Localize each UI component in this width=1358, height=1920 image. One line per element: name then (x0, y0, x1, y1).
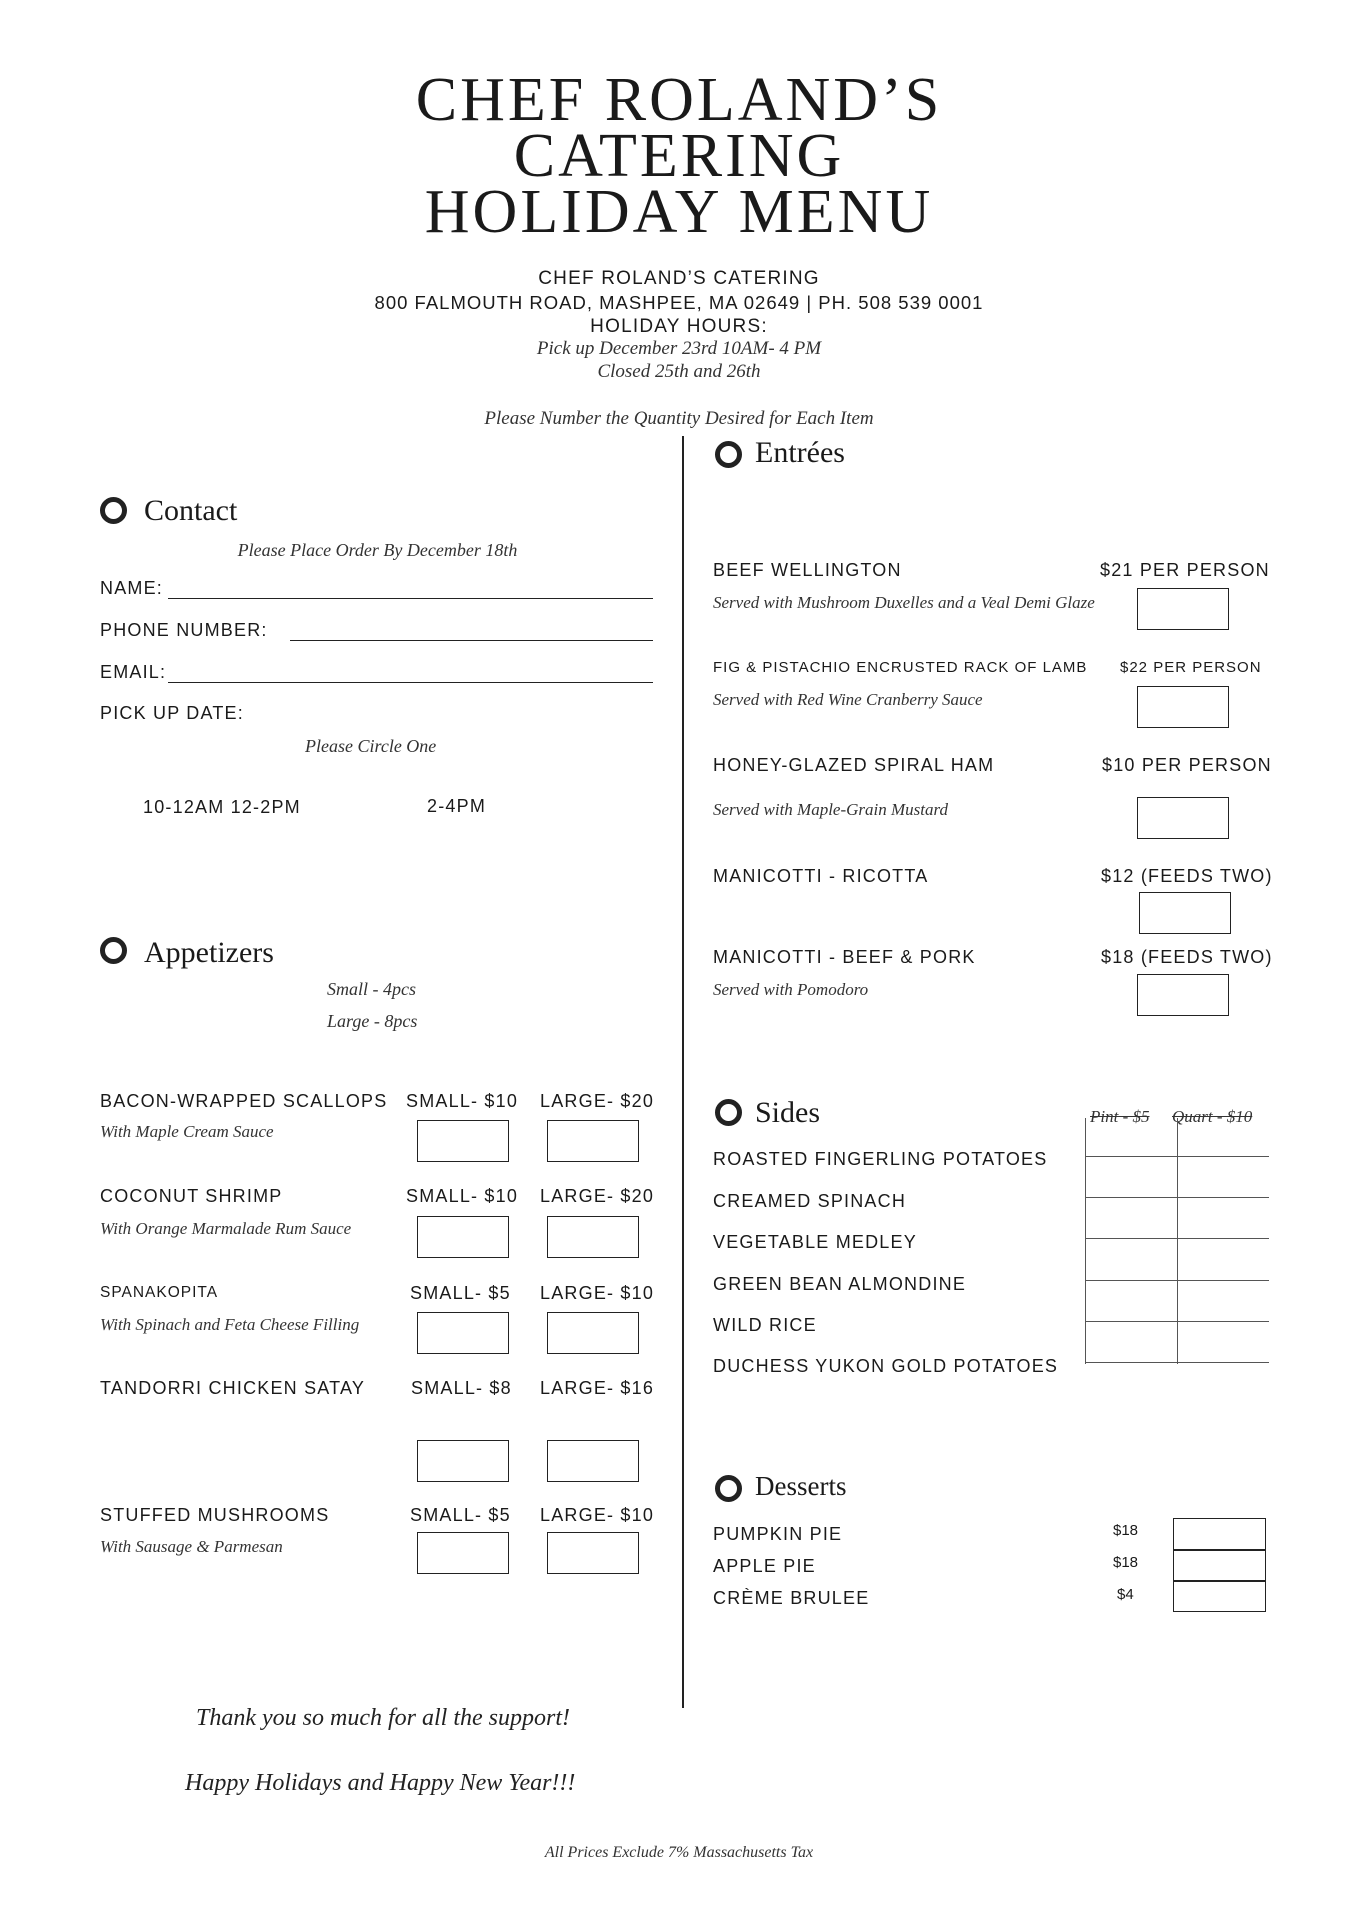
appetizer-description: With Spinach and Feta Cheese Filling (100, 1315, 360, 1334)
grid-line (1085, 1362, 1269, 1363)
contact-heading: Contact (144, 494, 238, 527)
appetizer-name: BACON-WRAPPED SCALLOPS (100, 1091, 388, 1111)
dessert-name: CRÈME BRULEE (713, 1588, 870, 1608)
appetizer-large-qty-box[interactable] (547, 1120, 639, 1162)
appetizer-small-price: SMALL- $5 (410, 1283, 511, 1303)
business-address: 800 FALMOUTH ROAD, MASHPEE, MA 02649 | PH. 508 539 0001 (374, 292, 984, 313)
page-title-line-3: HOLIDAY MENU (424, 178, 934, 246)
pickup-date-label: PICK UP DATE: (100, 703, 244, 723)
desserts-bullet-icon (715, 1475, 742, 1502)
entree-qty-box[interactable] (1137, 797, 1229, 839)
appetizer-small-price: SMALL- $10 (406, 1186, 519, 1206)
appetizer-small-price: SMALL- $10 (406, 1091, 519, 1111)
appetizer-description: With Sausage & Parmesan (100, 1537, 283, 1556)
grid-line (1085, 1280, 1269, 1281)
appetizer-large-price: LARGE- $20 (540, 1091, 655, 1111)
entree-price: $21 PER PERSON (1100, 560, 1270, 580)
business-name: CHEF ROLAND’S CATERING (538, 268, 820, 289)
appetizer-description: With Maple Cream Sauce (100, 1122, 274, 1141)
entree-qty-box[interactable] (1137, 686, 1229, 728)
appetizer-small-price: SMALL- $5 (410, 1505, 511, 1525)
phone-label: PHONE NUMBER: (100, 620, 268, 640)
pickup-slot-afternoon[interactable]: 2-4PM (427, 796, 487, 816)
desserts-heading: Desserts (755, 1471, 847, 1501)
entree-name: HONEY-GLAZED SPIRAL HAM (713, 755, 995, 775)
appetizer-description: With Orange Marmalade Rum Sauce (100, 1219, 352, 1238)
grid-line (1085, 1156, 1269, 1157)
appetizer-large-price: LARGE- $10 (540, 1283, 655, 1303)
entree-qty-box[interactable] (1137, 974, 1229, 1016)
quantity-instruction: Please Number the Quantity Desired for Each Item (484, 408, 874, 429)
dessert-price: $18 (1113, 1554, 1139, 1571)
appetizer-large-qty-box[interactable] (547, 1216, 639, 1258)
entree-description: Served with Red Wine Cranberry Sauce (713, 690, 983, 709)
entree-price: $12 (FEEDS TWO) (1101, 866, 1273, 886)
entree-name: BEEF WELLINGTON (713, 560, 902, 580)
appetizer-name: STUFFED MUSHROOMS (100, 1505, 330, 1525)
quart-price-label: Quart - $10 (1172, 1107, 1253, 1126)
entree-name: MANICOTTI - BEEF & PORK (713, 947, 976, 967)
pickup-slot-morning[interactable]: 10-12AM 12-2PM (143, 797, 301, 817)
grid-line (1085, 1197, 1269, 1198)
appetizer-name: SPANAKOPITA (100, 1284, 219, 1301)
appetizer-small-qty-box[interactable] (417, 1532, 509, 1574)
side-item: GREEN BEAN ALMONDINE (713, 1274, 967, 1294)
entree-price: $18 (FEEDS TWO) (1101, 947, 1273, 967)
appetizer-large-qty-box[interactable] (547, 1312, 639, 1354)
side-item: VEGETABLE MEDLEY (713, 1232, 917, 1252)
pint-price-label: Pint - $5 (1090, 1107, 1150, 1126)
appetizer-small-qty-box[interactable] (417, 1312, 509, 1354)
holiday-greeting: Happy Holidays and Happy New Year!!! (185, 1770, 576, 1796)
entree-qty-box[interactable] (1139, 892, 1231, 934)
grid-line (1085, 1118, 1086, 1364)
pickup-hours: Pick up December 23rd 10AM- 4 PM (536, 338, 822, 359)
entree-description: Served with Mushroom Duxelles and a Veal Demi Glaze (713, 593, 1095, 612)
tax-note: All Prices Exclude 7% Massachusetts Tax (544, 1844, 814, 1861)
entree-qty-box[interactable] (1137, 588, 1229, 630)
appetizer-small-qty-box[interactable] (417, 1440, 509, 1482)
appetizer-small-qty-box[interactable] (417, 1120, 509, 1162)
appetizers-heading: Appetizers (144, 936, 274, 969)
name-label: NAME: (100, 578, 164, 598)
dessert-qty-box[interactable] (1173, 1518, 1266, 1550)
appetizer-large-qty-box[interactable] (547, 1532, 639, 1574)
appetizer-small-qty-box[interactable] (417, 1216, 509, 1258)
dessert-price: $18 (1113, 1522, 1139, 1539)
small-portion-note: Small - 4pcs (327, 979, 416, 999)
entree-description: Served with Pomodoro (713, 980, 869, 999)
side-item: CREAMED SPINACH (713, 1191, 907, 1211)
entree-description: Served with Maple-Grain Mustard (713, 800, 948, 819)
grid-line (1085, 1238, 1269, 1239)
dessert-name: APPLE PIE (713, 1556, 816, 1576)
dessert-price: $4 (1117, 1586, 1134, 1603)
side-item: DUCHESS YUKON GOLD POTATOES (713, 1356, 1059, 1376)
large-portion-note: Large - 8pcs (327, 1011, 418, 1031)
contact-bullet-icon (100, 497, 127, 524)
dessert-qty-box[interactable] (1173, 1550, 1266, 1581)
page-title-line-2: CATERING (513, 122, 845, 190)
column-divider (682, 436, 684, 1708)
dessert-qty-box[interactable] (1173, 1581, 1266, 1612)
entrees-bullet-icon (715, 441, 742, 468)
side-item: WILD RICE (713, 1315, 817, 1335)
dessert-name: PUMPKIN PIE (713, 1524, 843, 1544)
closed-days: Closed 25th and 26th (597, 361, 761, 382)
side-item: ROASTED FINGERLING POTATOES (713, 1149, 1048, 1169)
email-label: EMAIL: (100, 662, 167, 682)
appetizer-name: TANDORRI CHICKEN SATAY (100, 1378, 366, 1398)
appetizer-small-price: SMALL- $8 (411, 1378, 512, 1398)
appetizer-large-qty-box[interactable] (547, 1440, 639, 1482)
entrees-heading: Entrées (755, 436, 845, 469)
entree-price: $22 PER PERSON (1120, 659, 1262, 676)
entree-name: FIG & PISTACHIO ENCRUSTED RACK OF LAMB (713, 659, 1088, 676)
appetizer-name: COCONUT SHRIMP (100, 1186, 283, 1206)
sides-qty-grid[interactable] (1085, 1118, 1269, 1364)
email-field[interactable] (168, 682, 653, 683)
appetizer-large-price: LARGE- $20 (540, 1186, 655, 1206)
appetizer-large-price: LARGE- $16 (540, 1378, 655, 1398)
phone-field[interactable] (290, 640, 653, 641)
sides-bullet-icon (715, 1099, 742, 1126)
entree-name: MANICOTTI - RICOTTA (713, 866, 929, 886)
holiday-hours-label: HOLIDAY HOURS: (590, 316, 768, 337)
grid-line (1085, 1321, 1269, 1322)
page-title-line-1: CHEF ROLAND’S (415, 66, 943, 134)
name-field[interactable] (168, 598, 653, 599)
order-deadline: Please Place Order By December 18th (237, 540, 518, 560)
appetizer-large-price: LARGE- $10 (540, 1505, 655, 1525)
entree-price: $10 PER PERSON (1102, 755, 1272, 775)
thank-you-note: Thank you so much for all the support! (196, 1705, 570, 1731)
appetizers-bullet-icon (100, 937, 127, 964)
circle-one-note: Please Circle One (305, 736, 437, 756)
sides-heading: Sides (755, 1096, 821, 1129)
grid-line (1177, 1118, 1178, 1364)
